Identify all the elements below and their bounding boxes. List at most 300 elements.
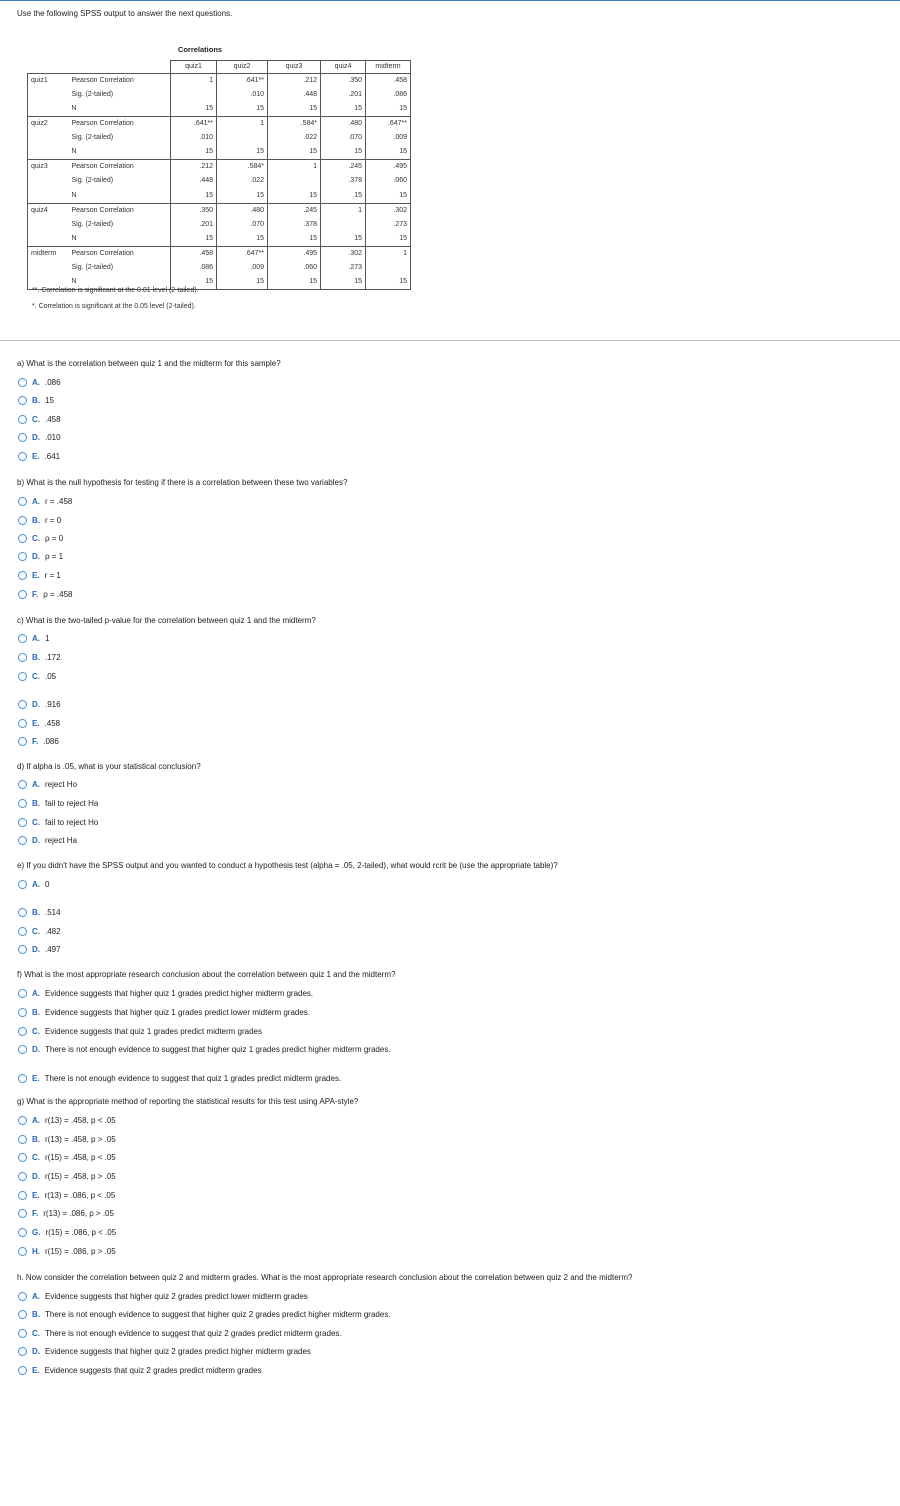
radio-button[interactable]: [18, 927, 27, 936]
table-row: [28, 131, 411, 145]
option-text: ρ = .458: [43, 589, 73, 599]
radio-button[interactable]: [18, 1027, 27, 1036]
table-cell: .448: [171, 174, 217, 188]
row-variable-name: [28, 102, 70, 117]
question-text: a) What is the correlation between quiz 1 and the midterm for this sample?: [17, 359, 281, 368]
answer-option[interactable]: [18, 670, 56, 682]
option-letter: A.: [32, 879, 40, 889]
option-letter: A.: [32, 496, 40, 506]
option-letter: B.: [32, 1134, 40, 1144]
radio-button[interactable]: [18, 1153, 27, 1162]
radio-button[interactable]: [18, 1172, 27, 1181]
radio-button[interactable]: [18, 1347, 27, 1356]
radio-button[interactable]: [18, 497, 27, 506]
correlations-table: [27, 60, 411, 290]
option-letter: A.: [32, 377, 40, 387]
radio-button[interactable]: [18, 908, 27, 917]
radio-button[interactable]: [18, 590, 27, 599]
stat-label: N: [71, 148, 77, 156]
option-letter: B.: [32, 907, 40, 917]
option-text: r(15) = .458, p < .05: [45, 1152, 116, 1162]
table-cell: .378: [321, 174, 366, 188]
table-cell: .495: [268, 246, 321, 261]
table-cell: 15: [171, 189, 217, 204]
radio-button[interactable]: [18, 1008, 27, 1017]
row-variable-name: [28, 261, 70, 275]
question-text: f) What is the most appropriate research conclusion about the correlation between quiz 1 and the midterm?: [17, 970, 396, 979]
option-letter: F.: [32, 589, 39, 599]
option-text: .514: [45, 907, 61, 917]
table-cell: 15: [366, 232, 411, 247]
answer-option[interactable]: [18, 717, 60, 729]
table-row: [28, 232, 411, 247]
answer-option[interactable]: [18, 906, 61, 918]
option-letter: B.: [32, 1007, 40, 1017]
row-variable-name: [28, 232, 70, 247]
table-cell: .022: [217, 174, 268, 188]
option-text: Evidence suggests that higher quiz 2 grades predict higher midterm grades: [45, 1346, 311, 1356]
radio-button[interactable]: [18, 433, 27, 442]
option-letter: D.: [32, 432, 40, 442]
option-text: Evidence suggests that quiz 2 grades predict midterm grades: [44, 1365, 262, 1375]
table-cell: .245: [268, 203, 321, 218]
table-cell: .647**: [366, 117, 411, 132]
answer-option[interactable]: [18, 797, 98, 809]
radio-button[interactable]: [18, 1074, 27, 1083]
table-cell: 1: [217, 117, 268, 132]
option-letter: C.: [32, 926, 40, 936]
option-text: r(15) = .086, p > .05: [45, 1246, 116, 1256]
table-cell: .302: [366, 203, 411, 218]
option-letter: C.: [32, 414, 40, 424]
answer-option[interactable]: [18, 778, 77, 790]
answer-option[interactable]: [18, 514, 61, 526]
table-cell: [366, 261, 411, 275]
option-text: reject Ha: [45, 835, 78, 845]
radio-button[interactable]: [18, 700, 27, 709]
option-text: .482: [45, 926, 61, 936]
answer-option[interactable]: [18, 495, 72, 507]
table-cell: 15: [217, 102, 268, 117]
table-cell: .009: [217, 261, 268, 275]
table-cell: .060: [268, 261, 321, 275]
table-row: [28, 174, 411, 188]
table-cell: 15: [268, 102, 321, 117]
answer-option[interactable]: [18, 1006, 310, 1018]
question-text: c) What is the two-tailed p-value for the correlation between quiz 1 and the midterm?: [17, 616, 316, 625]
table-cell: .245: [321, 160, 366, 175]
radio-button[interactable]: [18, 1366, 27, 1375]
table-cell: .009: [366, 131, 411, 145]
table-cell: 1: [366, 246, 411, 261]
option-text: .086: [45, 377, 61, 387]
answer-option[interactable]: [18, 943, 61, 955]
option-letter: E.: [32, 1365, 40, 1375]
option-text: r(15) = .086, p < .05: [45, 1227, 117, 1237]
option-text: .086: [43, 736, 59, 746]
answer-option[interactable]: [18, 1345, 311, 1357]
table-cell: 15: [171, 275, 217, 290]
radio-button[interactable]: [18, 534, 27, 543]
table-cell: 15: [366, 145, 411, 160]
option-letter: B.: [32, 798, 40, 808]
table-cell: .458: [171, 246, 217, 261]
table-cell: 15: [268, 189, 321, 204]
table-cell: .480: [321, 117, 366, 132]
footnote-001: **. Correlation is significant at the 0.01 level (2-tailed).: [32, 287, 199, 294]
option-text: r = 0: [45, 515, 62, 525]
answer-option[interactable]: [18, 413, 61, 425]
question-text: d) If alpha is .05, what is your statistical conclusion?: [17, 762, 201, 771]
option-letter: A.: [32, 1115, 40, 1125]
table-cell: .584*: [268, 117, 321, 132]
radio-button[interactable]: [18, 1292, 27, 1301]
stat-label: N: [70, 275, 171, 290]
table-cell: [321, 218, 366, 232]
radio-button[interactable]: [18, 836, 27, 845]
option-text: fail to reject Ho: [45, 817, 99, 827]
answer-option[interactable]: [18, 569, 61, 581]
table-row: [28, 160, 411, 175]
radio-button[interactable]: [18, 780, 27, 789]
radio-button[interactable]: [18, 452, 27, 461]
table-cell: 15: [217, 189, 268, 204]
table-cell: .086: [171, 261, 217, 275]
answer-option[interactable]: [18, 1072, 341, 1084]
table-cell: 1: [268, 160, 321, 175]
answer-option[interactable]: [18, 1207, 114, 1219]
option-letter: D.: [32, 835, 40, 845]
row-variable-name: [28, 131, 70, 145]
table-row: [28, 218, 411, 232]
radio-button[interactable]: [18, 818, 27, 827]
table-cell: .010: [171, 131, 217, 145]
option-letter: A.: [32, 779, 40, 789]
answer-option[interactable]: [18, 878, 49, 890]
table-cell: .201: [321, 88, 366, 102]
answer-option[interactable]: [18, 1364, 262, 1376]
answer-option[interactable]: [18, 1025, 262, 1037]
answer-option[interactable]: [18, 394, 54, 406]
table-cell: 15: [321, 145, 366, 160]
option-letter: E.: [32, 1190, 40, 1200]
table-cell: 15: [321, 232, 366, 247]
footnote-005: *. Correlation is significant at the 0.05 level (2-tailed).: [32, 303, 196, 310]
table-cell: 15: [268, 275, 321, 290]
option-text: Evidence suggests that higher quiz 1 grades predict lower midterm grades.: [45, 1007, 311, 1017]
row-variable-name: [28, 189, 70, 204]
stat-label: Pearson Correlation: [70, 74, 171, 89]
option-letter: F.: [32, 736, 39, 746]
table-row: [28, 102, 411, 117]
option-text: .916: [45, 699, 61, 709]
radio-button[interactable]: [18, 880, 27, 889]
radio-button[interactable]: [18, 396, 27, 405]
option-text: .172: [45, 652, 61, 662]
option-text: ρ = 0: [45, 533, 64, 543]
answer-option[interactable]: [18, 1114, 116, 1126]
col-header: quiz3: [268, 61, 321, 74]
option-letter: D.: [32, 699, 40, 709]
answer-option[interactable]: [18, 588, 72, 600]
table-cell: 15: [366, 275, 411, 290]
row-variable-name: [28, 88, 70, 102]
row-variable-name: quiz2: [28, 117, 70, 132]
option-text: .05: [45, 671, 57, 681]
question-text: b) What is the null hypothesis for testing if there is a correlation between these two variables?: [17, 478, 348, 487]
radio-button[interactable]: [18, 1247, 27, 1256]
radio-button[interactable]: [18, 516, 27, 525]
table-cell: .647**: [217, 246, 268, 261]
answer-option[interactable]: [18, 450, 60, 462]
option-text: .458: [45, 414, 61, 424]
option-letter: D.: [32, 1346, 40, 1356]
answer-option[interactable]: [18, 1226, 116, 1238]
table-cell: .070: [217, 218, 268, 232]
answer-option[interactable]: [18, 1170, 116, 1182]
radio-button[interactable]: [18, 1191, 27, 1200]
table-cell: .641**: [171, 117, 217, 132]
radio-button[interactable]: [18, 672, 27, 681]
option-text: r(13) = .086, p < .05: [44, 1190, 116, 1200]
table-cell: [217, 131, 268, 145]
answer-option[interactable]: [18, 1133, 116, 1145]
option-letter: A.: [32, 988, 40, 998]
table-cell: 15: [217, 275, 268, 290]
table-cell: .010: [217, 88, 268, 102]
option-letter: C.: [32, 817, 40, 827]
table-cell: .584*: [217, 160, 268, 175]
option-text: There is not enough evidence to suggest that quiz 2 grades predict midterm grades.: [45, 1328, 342, 1338]
table-cell: 1: [321, 203, 366, 218]
answer-option[interactable]: [18, 550, 63, 562]
top-border: [0, 0, 900, 1]
table-cell: .070: [321, 131, 366, 145]
option-letter: E.: [32, 718, 40, 728]
option-text: r(15) = .458, p > .05: [45, 1171, 116, 1181]
col-header: midterm: [366, 61, 411, 74]
option-letter: A.: [32, 1291, 40, 1301]
option-letter: B.: [32, 515, 40, 525]
option-letter: A.: [32, 633, 40, 643]
stat-label: Pearson Correlation: [70, 246, 171, 261]
option-letter: E.: [32, 570, 40, 580]
answer-option[interactable]: [18, 651, 61, 663]
option-text: r(13) = .458, p > .05: [45, 1134, 116, 1144]
option-text: .458: [44, 718, 61, 728]
option-text: There is not enough evidence to suggest that higher quiz 2 grades predict higher midterm grades.: [45, 1309, 391, 1319]
option-text: .010: [45, 432, 61, 442]
table-cell: .201: [171, 218, 217, 232]
option-text: r = .458: [45, 496, 73, 506]
option-letter: C.: [32, 1026, 40, 1036]
table-cell: .378: [268, 218, 321, 232]
radio-button[interactable]: [18, 799, 27, 808]
answer-option[interactable]: [18, 1245, 116, 1257]
table-row: [28, 189, 411, 204]
radio-button[interactable]: [18, 1135, 27, 1144]
stat-label: Sig. (2-tailed): [71, 177, 114, 185]
table-cell: .273: [366, 218, 411, 232]
option-letter: C.: [32, 1328, 40, 1338]
table-cell: .212: [171, 160, 217, 175]
radio-button[interactable]: [18, 1310, 27, 1319]
option-letter: B.: [32, 1309, 40, 1319]
radio-button[interactable]: [18, 945, 27, 954]
answer-option[interactable]: [18, 987, 313, 999]
stat-label: Sig. (2-tailed): [71, 220, 114, 228]
radio-button[interactable]: [18, 653, 27, 662]
stat-label: Sig. (2-tailed): [71, 263, 114, 271]
option-text: There is not enough evidence to suggest that quiz 1 grades predict midterm grades.: [44, 1073, 342, 1083]
radio-button[interactable]: [18, 415, 27, 424]
option-text: Evidence suggests that higher quiz 2 grades predict lower midterm grades: [45, 1291, 308, 1301]
table-cell: 15: [366, 102, 411, 117]
answer-option[interactable]: [18, 834, 77, 846]
row-variable-name: quiz4: [28, 203, 70, 218]
answer-option[interactable]: [18, 1151, 116, 1163]
option-text: .641: [44, 451, 61, 461]
option-text: Evidence suggests that higher quiz 1 grades predict higher midterm grades.: [45, 988, 314, 998]
col-header: quiz1: [171, 61, 217, 74]
radio-button[interactable]: [18, 989, 27, 998]
section-divider: [0, 340, 900, 341]
option-text: reject Ho: [45, 779, 78, 789]
radio-button[interactable]: [18, 378, 27, 387]
option-letter: D.: [32, 1171, 40, 1181]
radio-button[interactable]: [18, 571, 27, 580]
option-text: r(13) = .458, p < .05: [45, 1115, 116, 1125]
stat-label: N: [71, 234, 77, 242]
table-cell: 15: [171, 232, 217, 247]
answer-option[interactable]: [18, 632, 49, 644]
row-variable-name: [28, 145, 70, 160]
intro-text: Use the following SPSS output to answer the next questions.: [17, 9, 233, 18]
row-variable-name: [28, 218, 70, 232]
answer-option[interactable]: [18, 925, 61, 937]
table-cell: 15: [171, 102, 217, 117]
option-letter: H.: [32, 1246, 40, 1256]
stat-label: Pearson Correlation: [70, 203, 171, 218]
table-cell: .350: [171, 203, 217, 218]
question-text: h. Now consider the correlation between quiz 2 and midterm grades. What is the most appropriate research conclusion about the correlation between quiz 2 and the midterm?: [17, 1273, 633, 1282]
radio-button[interactable]: [18, 1116, 27, 1125]
table-cell: 15: [321, 189, 366, 204]
table-cell: .448: [268, 88, 321, 102]
table-cell: .480: [217, 203, 268, 218]
answer-option[interactable]: [18, 1043, 391, 1055]
stat-label: N: [71, 105, 77, 113]
radio-button[interactable]: [18, 1045, 27, 1054]
table-cell: 15: [268, 232, 321, 247]
radio-button[interactable]: [18, 719, 27, 728]
radio-button[interactable]: [18, 1209, 27, 1218]
table-cell: 15: [321, 102, 366, 117]
stat-label: Pearson Correlation: [70, 160, 171, 175]
option-letter: C.: [32, 533, 40, 543]
table-row: [28, 88, 411, 102]
table-cell: 15: [217, 145, 268, 160]
radio-button[interactable]: [18, 552, 27, 561]
table-cell: 15: [268, 145, 321, 160]
table-cell: .273: [321, 261, 366, 275]
stat-label: N: [71, 191, 77, 199]
radio-button[interactable]: [18, 737, 27, 746]
table-cell: 15: [321, 275, 366, 290]
option-text: 1: [45, 633, 50, 643]
answer-option[interactable]: [18, 1308, 391, 1320]
table-row: [28, 203, 411, 218]
row-variable-name: quiz1: [28, 74, 70, 89]
answer-option[interactable]: [18, 1290, 308, 1302]
option-text: ρ = 1: [45, 551, 64, 561]
option-letter: E.: [32, 451, 40, 461]
row-variable-name: [28, 174, 70, 188]
option-text: 0: [45, 879, 50, 889]
option-letter: G.: [32, 1227, 41, 1237]
option-text: r = 1: [44, 570, 61, 580]
option-text: fail to reject Ha: [45, 798, 99, 808]
table-cell: 15: [171, 145, 217, 160]
answer-option[interactable]: [18, 698, 61, 710]
table-cell: [171, 88, 217, 102]
radio-button[interactable]: [18, 1329, 27, 1338]
answer-option[interactable]: [18, 735, 59, 747]
table-row: [28, 261, 411, 275]
table-row: [28, 145, 411, 160]
row-variable-name: midterm: [28, 246, 70, 261]
question-text: g) What is the appropriate method of reporting the statistical results for this test using APA-style?: [17, 1097, 359, 1106]
option-letter: B.: [32, 395, 40, 405]
table-cell: 15: [366, 189, 411, 204]
table-cell: .350: [321, 74, 366, 89]
option-letter: F.: [32, 1208, 39, 1218]
option-letter: D.: [32, 551, 40, 561]
answer-option[interactable]: [18, 532, 63, 544]
table-title: Correlations: [177, 45, 223, 54]
table-cell: .302: [321, 246, 366, 261]
option-letter: C.: [32, 671, 40, 681]
answer-option[interactable]: [18, 1189, 115, 1201]
table-row: [28, 74, 411, 89]
radio-button[interactable]: [18, 1228, 27, 1237]
option-letter: B.: [32, 652, 40, 662]
table-header-row: [28, 61, 411, 74]
option-letter: E.: [32, 1073, 40, 1083]
answer-option[interactable]: [18, 376, 61, 388]
question-text: e) If you didn't have the SPSS output and you wanted to conduct a hypothesis test (alpha = .05, 2-tailed), what would rcrit be (use the appropriate table)?: [17, 861, 558, 870]
table-cell: 1: [171, 74, 217, 89]
table-row: [28, 246, 411, 261]
option-text: There is not enough evidence to suggest that higher quiz 1 grades predict higher midterm grades.: [45, 1044, 391, 1054]
answer-option[interactable]: [18, 431, 61, 443]
option-text: .497: [45, 944, 61, 954]
answer-option[interactable]: [18, 1327, 342, 1339]
table-row: [28, 117, 411, 132]
stat-label: Sig. (2-tailed): [71, 134, 114, 142]
table-cell: .212: [268, 74, 321, 89]
option-text: 15: [45, 395, 54, 405]
option-text: Evidence suggests that quiz 1 grades predict midterm grades: [45, 1026, 263, 1036]
table-cell: [268, 174, 321, 188]
table-cell: .641**: [217, 74, 268, 89]
answer-option[interactable]: [18, 816, 98, 828]
radio-button[interactable]: [18, 634, 27, 643]
table-cell: .495: [366, 160, 411, 175]
option-letter: D.: [32, 1044, 40, 1054]
stat-label: Sig. (2-tailed): [71, 91, 114, 99]
col-header: quiz2: [217, 61, 268, 74]
